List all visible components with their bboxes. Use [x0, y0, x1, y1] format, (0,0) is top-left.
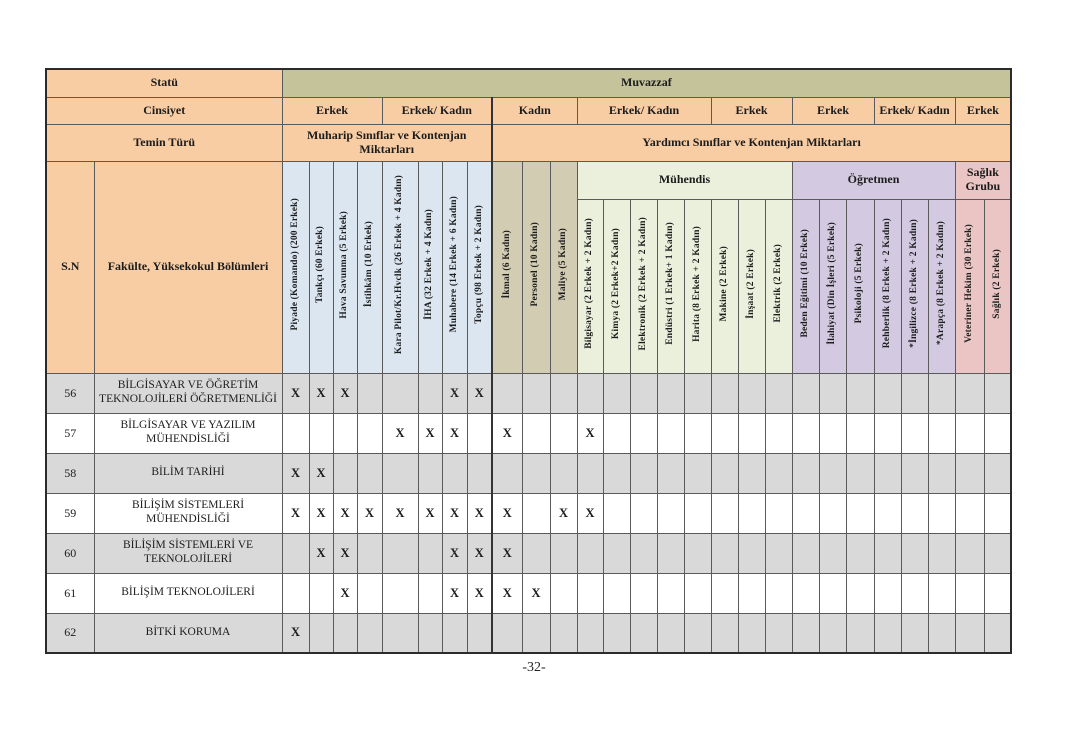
mark-cell: [874, 533, 901, 573]
mark-cell: [711, 613, 738, 653]
column-header-cell: [874, 199, 901, 373]
mark-cell: [550, 533, 577, 573]
mark-cell: [309, 613, 333, 653]
mark-cell: [928, 493, 955, 533]
mark-cell: [333, 413, 357, 453]
mark-cell: [738, 373, 765, 413]
mark-cell: [382, 453, 418, 493]
mark-cell: [928, 453, 955, 493]
mark-cell: X: [442, 533, 467, 573]
mark-cell: [846, 373, 874, 413]
column-header-text: *Arapça (8 Erkek + 2 Kadın): [935, 221, 946, 346]
mark-cell: [928, 413, 955, 453]
mark-cell: [765, 573, 792, 613]
mark-cell: [442, 453, 467, 493]
row-sn-cell: 56: [46, 373, 94, 413]
mark-cell: [928, 373, 955, 413]
column-header-text: *İngilizce (8 Erkek + 2 Kadın): [908, 219, 919, 348]
mark-cell: [819, 613, 846, 653]
column-header-text: İkmal (6 Kadın): [501, 230, 512, 299]
column-header-cell: [738, 199, 765, 373]
mark-cell: [467, 453, 492, 493]
column-header-text: Psikoloji (5 Erkek): [854, 243, 865, 324]
mark-cell: [792, 533, 819, 573]
mark-cell: [955, 533, 984, 573]
column-header-cell: [792, 199, 819, 373]
fakulte-header-cell: Fakülte, Yüksekokul Bölümleri: [94, 161, 282, 373]
mark-cell: [955, 613, 984, 653]
mark-cell: [738, 573, 765, 613]
cinsiyet-label-cell: Cinsiyet: [46, 97, 282, 124]
mark-cell: [282, 533, 309, 573]
column-header-cell: [984, 199, 1011, 373]
mark-cell: [309, 413, 333, 453]
mark-cell: [901, 453, 928, 493]
row-name-cell: BİLİŞİM SİSTEMLERİ VE TEKNOLOJİLERİ: [94, 533, 282, 573]
column-header-text: Hava Savunma (5 Erkek): [339, 210, 350, 319]
mark-cell: [901, 573, 928, 613]
column-header-cell: [309, 161, 333, 373]
mark-cell: [522, 453, 550, 493]
mark-cell: [984, 493, 1011, 533]
mark-cell: [630, 573, 657, 613]
mark-cell: [492, 453, 522, 493]
row-sn-cell: 58: [46, 453, 94, 493]
mark-cell: [357, 413, 382, 453]
mark-cell: X: [382, 493, 418, 533]
column-header-cell: [522, 161, 550, 373]
mark-cell: [711, 413, 738, 453]
mark-cell: [522, 533, 550, 573]
mark-cell: [819, 453, 846, 493]
mark-cell: [684, 453, 711, 493]
mark-cell: [382, 573, 418, 613]
mark-cell: [603, 373, 630, 413]
mark-cell: X: [442, 493, 467, 533]
column-header-text: Rehberlik (8 Erkek + 2 Kadın): [881, 218, 892, 349]
mark-cell: [550, 613, 577, 653]
mark-cell: [630, 613, 657, 653]
table-row: [46, 533, 1011, 573]
mark-cell: [738, 613, 765, 653]
table-row: [46, 453, 1011, 493]
mark-cell: [282, 573, 309, 613]
column-header-text: Topçu (98 Erkek + 2 Kadın): [473, 205, 484, 324]
column-header-cell: [282, 161, 309, 373]
mark-cell: X: [282, 373, 309, 413]
column-header-text: Elektronik (2 Erkek + 2 Kadın): [637, 216, 648, 351]
mark-cell: [984, 413, 1011, 453]
mark-cell: [738, 493, 765, 533]
mark-cell: [684, 373, 711, 413]
cinsiyet-cell: Erkek/ Kadın: [382, 97, 492, 124]
mark-cell: [684, 413, 711, 453]
mark-cell: [577, 573, 603, 613]
column-header-text: Elektrik (2 Erkek): [772, 244, 783, 323]
mark-cell: [738, 453, 765, 493]
mark-cell: [955, 493, 984, 533]
mark-cell: [792, 413, 819, 453]
column-header-text: Endüstri (1 Erkek+ 1 Kadın): [664, 222, 675, 345]
column-header-cell: [846, 199, 874, 373]
mark-cell: [357, 573, 382, 613]
mark-cell: [901, 413, 928, 453]
mark-cell: X: [309, 373, 333, 413]
group-header-cell: Sağlık Grubu: [955, 161, 1011, 199]
table-sheet: [45, 68, 1012, 654]
row-sn-cell: 57: [46, 413, 94, 453]
column-header-text: Kara Pilot/Kr.Hvclk (26 Erkek + 4 Kadın): [394, 174, 405, 355]
column-header-cell: [901, 199, 928, 373]
column-header-cell: [382, 161, 418, 373]
mark-cell: [357, 533, 382, 573]
table-row: [46, 373, 1011, 413]
mark-cell: [684, 533, 711, 573]
mark-cell: [657, 373, 684, 413]
mark-cell: [603, 493, 630, 533]
column-header-cell: [577, 199, 603, 373]
mark-cell: [846, 613, 874, 653]
mark-cell: [522, 613, 550, 653]
mark-cell: [418, 533, 442, 573]
mark-cell: [874, 573, 901, 613]
row-name-cell: BİLGİSAYAR VE ÖĞRETİM TEKNOLOJİLERİ ÖĞRETMENLİĞİ: [94, 373, 282, 413]
temin-cell: Muharip Sınıflar ve Kontenjan Miktarları: [282, 124, 492, 161]
cinsiyet-cell: Erkek: [711, 97, 792, 124]
mark-cell: [467, 613, 492, 653]
mark-cell: [874, 373, 901, 413]
group-header-cell: Mühendis: [577, 161, 792, 199]
mark-cell: X: [418, 493, 442, 533]
mark-cell: [577, 373, 603, 413]
mark-cell: X: [282, 453, 309, 493]
mark-cell: [577, 533, 603, 573]
mark-cell: X: [467, 493, 492, 533]
column-header-cell: [442, 161, 467, 373]
column-header-text: Harita (8 Erkek + 2 Kadın): [691, 225, 702, 342]
column-header-cell: [603, 199, 630, 373]
mark-cell: [955, 373, 984, 413]
column-header-cell: [657, 199, 684, 373]
column-header-text: Kimya (2 Erkek+2 Kadın): [610, 227, 621, 340]
mark-cell: X: [577, 413, 603, 453]
mark-cell: [874, 453, 901, 493]
mark-cell: [492, 613, 522, 653]
mark-cell: X: [418, 413, 442, 453]
cinsiyet-cell: Erkek: [792, 97, 874, 124]
mark-cell: [846, 533, 874, 573]
mark-cell: [901, 533, 928, 573]
mark-cell: [418, 453, 442, 493]
mark-cell: [984, 533, 1011, 573]
mark-cell: [684, 613, 711, 653]
mark-cell: [357, 373, 382, 413]
mark-cell: [630, 493, 657, 533]
mark-cell: [846, 453, 874, 493]
column-header-text: Makine (2 Erkek): [718, 245, 729, 322]
mark-cell: [657, 533, 684, 573]
mark-cell: X: [442, 373, 467, 413]
mark-cell: [819, 373, 846, 413]
mark-cell: X: [333, 573, 357, 613]
table-body: [46, 373, 1011, 653]
mark-cell: [846, 413, 874, 453]
column-header-text: Veteriner Hekim (30 Erkek): [963, 224, 974, 343]
mark-cell: [765, 613, 792, 653]
column-header-text: Sağlık (2 Erkek): [991, 248, 1002, 319]
mark-cell: [382, 533, 418, 573]
mark-cell: [874, 413, 901, 453]
mark-cell: [577, 453, 603, 493]
mark-cell: X: [467, 533, 492, 573]
mark-cell: [738, 413, 765, 453]
cinsiyet-cell: Erkek: [282, 97, 382, 124]
statu-value-cell: Muvazzaf: [282, 69, 1011, 97]
column-header-text: İHA (32 Erkek + 4 Kadın): [424, 209, 435, 320]
cinsiyet-cell: Erkek/ Kadın: [874, 97, 955, 124]
column-header-cell: [357, 161, 382, 373]
mark-cell: [550, 573, 577, 613]
page-number: -32-: [522, 660, 546, 675]
column-header-text: Beden Eğitimi (10 Erkek): [799, 229, 810, 338]
mark-cell: [765, 533, 792, 573]
row-sn-cell: 60: [46, 533, 94, 573]
mark-cell: [333, 613, 357, 653]
mark-cell: [901, 373, 928, 413]
column-header-cell: [819, 199, 846, 373]
kontenjan-table: [45, 68, 1012, 654]
column-header-cell: [684, 199, 711, 373]
mark-cell: [928, 613, 955, 653]
mark-cell: [684, 573, 711, 613]
mark-cell: [819, 413, 846, 453]
column-header-cell: [467, 161, 492, 373]
mark-cell: [657, 613, 684, 653]
mark-cell: X: [309, 453, 333, 493]
table-row: [46, 413, 1011, 453]
mark-cell: [819, 493, 846, 533]
mark-cell: [765, 453, 792, 493]
mark-cell: [550, 453, 577, 493]
mark-cell: [550, 413, 577, 453]
mark-cell: [765, 493, 792, 533]
mark-cell: [874, 493, 901, 533]
mark-cell: [984, 573, 1011, 613]
mark-cell: X: [357, 493, 382, 533]
mark-cell: [657, 573, 684, 613]
mark-cell: [765, 413, 792, 453]
mark-cell: X: [492, 533, 522, 573]
mark-cell: [603, 413, 630, 453]
mark-cell: X: [492, 413, 522, 453]
mark-cell: [603, 573, 630, 613]
mark-cell: [603, 453, 630, 493]
mark-cell: [819, 533, 846, 573]
mark-cell: [846, 573, 874, 613]
mark-cell: X: [333, 373, 357, 413]
mark-cell: [657, 493, 684, 533]
mark-cell: [984, 453, 1011, 493]
mark-cell: [874, 613, 901, 653]
mark-cell: [550, 373, 577, 413]
mark-cell: X: [282, 493, 309, 533]
mark-cell: [418, 613, 442, 653]
mark-cell: [711, 373, 738, 413]
sn-header-cell: S.N: [46, 161, 94, 373]
mark-cell: X: [282, 613, 309, 653]
mark-cell: [603, 533, 630, 573]
mark-cell: [792, 373, 819, 413]
mark-cell: [522, 413, 550, 453]
mark-cell: [657, 413, 684, 453]
group-header-cell: Öğretmen: [792, 161, 955, 199]
row-sn-cell: 62: [46, 613, 94, 653]
table-row: [46, 493, 1011, 533]
column-header-text: Personel (10 Kadın): [530, 222, 541, 307]
mark-cell: [522, 493, 550, 533]
row-sn-cell: 59: [46, 493, 94, 533]
mark-cell: [901, 493, 928, 533]
column-header-cell: [333, 161, 357, 373]
row-sn-cell: 61: [46, 573, 94, 613]
mark-cell: [357, 613, 382, 653]
mark-cell: [382, 373, 418, 413]
column-header-cell: [418, 161, 442, 373]
temin-label-cell: Temin Türü: [46, 124, 282, 161]
column-header-cell: [765, 199, 792, 373]
column-header-text: Piyade (Komando) (200 Erkek): [289, 198, 300, 331]
mark-cell: X: [577, 493, 603, 533]
mark-cell: [657, 453, 684, 493]
cinsiyet-cell: Kadın: [492, 97, 577, 124]
mark-cell: X: [442, 413, 467, 453]
column-header-cell: [955, 199, 984, 373]
mark-cell: X: [333, 533, 357, 573]
mark-cell: [711, 533, 738, 573]
row-name-cell: BİLİŞİM TEKNOLOJİLERİ: [94, 573, 282, 613]
table-header: [46, 69, 1011, 373]
mark-cell: [418, 373, 442, 413]
column-header-text: İnşaat (2 Erkek): [745, 248, 756, 319]
mark-cell: [928, 533, 955, 573]
mark-cell: [630, 453, 657, 493]
row-name-cell: BİLİŞİM SİSTEMLERİ MÜHENDİSLİĞİ: [94, 493, 282, 533]
mark-cell: [738, 533, 765, 573]
mark-cell: [955, 573, 984, 613]
mark-cell: [765, 373, 792, 413]
mark-cell: X: [522, 573, 550, 613]
mark-cell: [711, 573, 738, 613]
mark-cell: [309, 573, 333, 613]
temin-cell: Yardımcı Sınıflar ve Kontenjan Miktarları: [492, 124, 1011, 161]
column-header-text: İlahiyat (Din İşleri (5 Erkek): [826, 222, 837, 345]
mark-cell: X: [467, 373, 492, 413]
mark-cell: [792, 493, 819, 533]
mark-cell: [630, 533, 657, 573]
column-header-text: Bilgisayar (2 Erkek + 2 Kadın): [584, 218, 595, 349]
mark-cell: [984, 373, 1011, 413]
mark-cell: [792, 613, 819, 653]
cinsiyet-cell: Erkek/ Kadın: [577, 97, 711, 124]
mark-cell: [418, 573, 442, 613]
column-header-cell: [630, 199, 657, 373]
mark-cell: X: [442, 573, 467, 613]
mark-cell: [603, 613, 630, 653]
column-header-text: Maliye (5 Kadın): [557, 228, 568, 301]
mark-cell: [984, 613, 1011, 653]
mark-cell: [492, 373, 522, 413]
mark-cell: [684, 493, 711, 533]
mark-cell: X: [309, 493, 333, 533]
mark-cell: X: [550, 493, 577, 533]
table-row: [46, 573, 1011, 613]
column-header-cell: [928, 199, 955, 373]
mark-cell: [792, 453, 819, 493]
row-name-cell: BİLGİSAYAR VE YAZILIM MÜHENDİSLİĞİ: [94, 413, 282, 453]
column-header-cell: [492, 161, 522, 373]
mark-cell: [630, 413, 657, 453]
column-header-cell: [550, 161, 577, 373]
mark-cell: X: [333, 493, 357, 533]
mark-cell: [357, 453, 382, 493]
mark-cell: X: [492, 573, 522, 613]
mark-cell: [522, 373, 550, 413]
mark-cell: X: [492, 493, 522, 533]
mark-cell: X: [382, 413, 418, 453]
column-header-text: İstihkâm (10 Erkek): [363, 221, 374, 308]
table-row: [46, 613, 1011, 653]
mark-cell: [901, 613, 928, 653]
mark-cell: [577, 613, 603, 653]
mark-cell: [282, 413, 309, 453]
mark-cell: [955, 413, 984, 453]
mark-cell: X: [467, 573, 492, 613]
mark-cell: [630, 373, 657, 413]
cinsiyet-cell: Erkek: [955, 97, 1011, 124]
mark-cell: [467, 413, 492, 453]
mark-cell: [928, 573, 955, 613]
mark-cell: [333, 453, 357, 493]
mark-cell: [442, 613, 467, 653]
mark-cell: [819, 573, 846, 613]
mark-cell: [711, 453, 738, 493]
column-header-cell: [711, 199, 738, 373]
mark-cell: [382, 613, 418, 653]
mark-cell: [711, 493, 738, 533]
mark-cell: [846, 493, 874, 533]
row-name-cell: BİLİM TARİHİ: [94, 453, 282, 493]
column-header-text: Muhabere (14 Erkek + 6 Kadın): [448, 196, 459, 333]
mark-cell: X: [309, 533, 333, 573]
column-header-text: Tankçı (60 Erkek): [315, 226, 326, 303]
statu-label-cell: Statü: [46, 69, 282, 97]
row-name-cell: BİTKİ KORUMA: [94, 613, 282, 653]
mark-cell: [955, 453, 984, 493]
mark-cell: [792, 573, 819, 613]
